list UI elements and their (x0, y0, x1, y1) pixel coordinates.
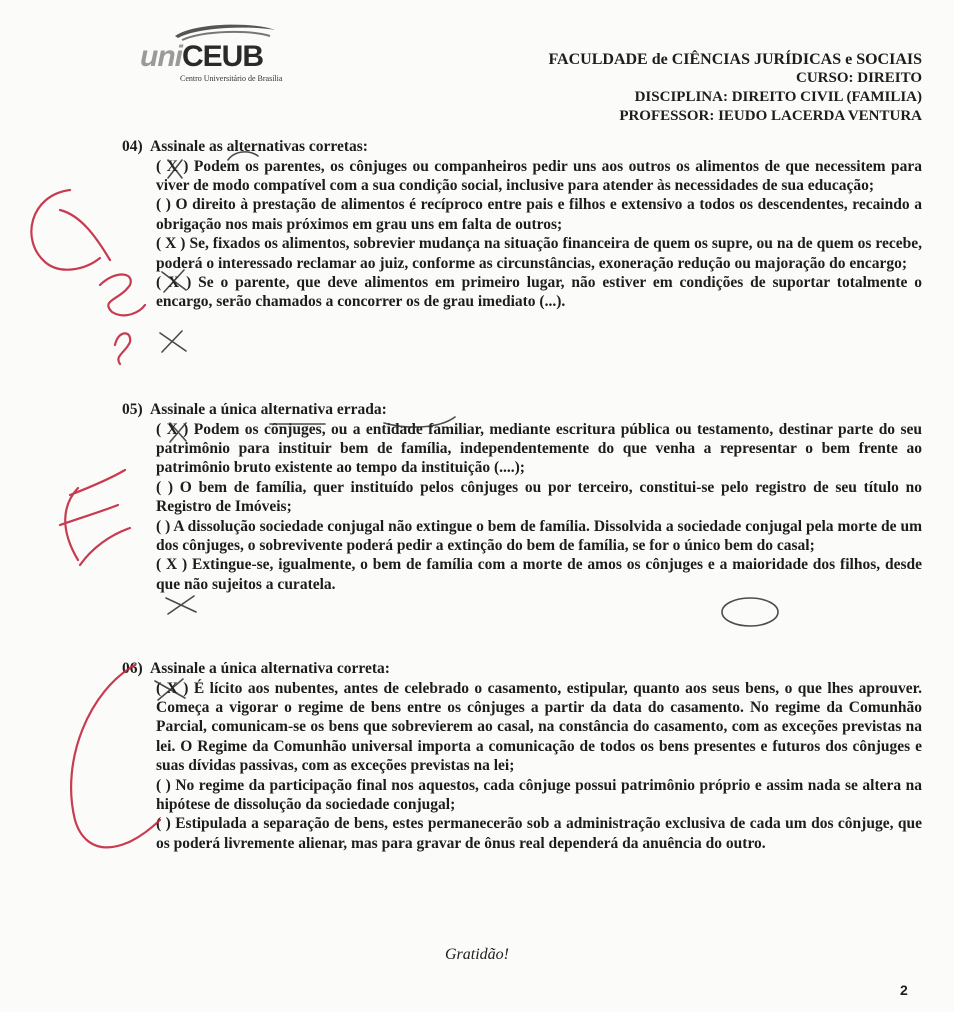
option-checkbox[interactable]: ( X ) (156, 679, 189, 697)
header-faculty: FACULDADE de CIÊNCIAS JURÍDICAS e SOCIAIS (548, 51, 922, 68)
option-checkbox[interactable]: ( ) (156, 776, 171, 794)
red-pen-letter-e-icon (70, 470, 125, 495)
question-number: 06) (122, 660, 143, 677)
red-pen-letter-e-icon (80, 528, 130, 565)
red-pen-letter-c-icon (60, 210, 110, 260)
option-checkbox[interactable]: ( X ) (156, 235, 186, 253)
header-discipline: DISCIPLINA: DIREITO CIVIL (FAMILIA) (634, 89, 922, 105)
option-text: O direito à prestação de alimentos é recíproco entre pais e filhos e extensivo a todos os descendentes, recaindo a obrigação nos mais próximos em grau uns em falta de outros; (156, 196, 922, 233)
question-number: 05) (122, 401, 143, 418)
red-pen-letter-e-icon (65, 488, 78, 560)
option-checkbox[interactable]: ( ) (156, 815, 171, 833)
red-pen-letter-e-icon (100, 274, 145, 315)
underline-mark-icon (228, 152, 258, 160)
option-checkbox[interactable]: ( ) (156, 196, 171, 214)
question-stem: Assinale a única alternativa correta: (150, 660, 390, 677)
header-course: CURSO: DIREITO (796, 70, 922, 86)
checkmark-x-icon (162, 270, 186, 292)
underline-mark-icon (384, 417, 455, 427)
option-text: Podem os cônjuges, ou a entidade familiar, mediante escritura pública ou testamento, destinar parte do seu patrimônio para instituir bem de família, independentemente do que venha a representar o bem frente ao patrimônio bruto existente ao tempo da instituição (....); (156, 420, 923, 477)
red-pen-letter-c-icon (71, 665, 160, 847)
option-text: No regime da participação final nos aquestos, cada cônjuge possui patrimônio próprio e assim nada se altera na hipótese de dissolução da sociedade conjugal; (156, 776, 922, 813)
logo-wordmark: uniCEUB (140, 40, 264, 73)
option-text: Estipulada a separação de bens, estes permanecerão sob a administração exclusiva de cada um dos cônjuge, que os poderá livremente alienar, mas para gravar de ônus real dependerá da anuência do outro. (156, 815, 923, 852)
checkmark-x-icon (170, 423, 186, 442)
option-text: Podem os parentes, os cônjuges ou companheiros pedir uns aos outros os alimentos de que necessitem para viver de modo compatível com a sua condição social, inclusive para atender às necessidades de sua educação; (156, 157, 923, 194)
header-professor: PROFESSOR: IEUDO LACERDA VENTURA (619, 108, 922, 124)
option-text: Extingue-se, igualmente, o bem de família com a morte de amos os cônjuges e a maioridade dos filhos, desde que não sujeitos a curatela. (156, 556, 922, 593)
red-pen-letter-e-icon (115, 333, 130, 364)
option-text: Se, fixados os alimentos, sobrevier mudança na situação financeira de quem os supre, ou na de quem os recebe, poderá o interessado reclamar ao juiz, conforme as circunstâncias, exoneração redução ou majoração do encargo; (156, 235, 923, 272)
checkmark-x-icon (166, 596, 196, 614)
option-checkbox[interactable]: ( X ) (156, 157, 189, 175)
option-checkbox[interactable]: ( ) (156, 478, 174, 496)
checkmark-x-icon (160, 331, 186, 352)
option-checkbox[interactable]: ( X ) (156, 273, 192, 291)
question-stem: Assinale as alternativas corretas: (150, 138, 368, 155)
question-stem: Assinale a única alternativa errada: (150, 401, 387, 418)
circle-mark-icon (722, 598, 778, 626)
option-checkbox[interactable]: ( X ) (156, 420, 189, 438)
checkmark-x-icon (168, 160, 182, 178)
option-checkbox[interactable]: ( ) (156, 517, 171, 535)
option-checkbox[interactable]: ( X ) (156, 556, 188, 574)
question-number: 04) (122, 138, 143, 155)
page-number: 2 (900, 982, 908, 998)
option-text: A dissolução sociedade conjugal não extingue o bem de família. Dissolvida a sociedade conjugal pela morte de um dos cônjuges, o sobrevivente poderá pedir a extinção do bem de família, se for o único bem do casal; (156, 517, 922, 554)
option-text: Se o parente, que deve alimentos em primeiro lugar, não estiver em condições de suportar totalmente o encargo, serão chamados a concorrer os de grau imediato (...). (156, 273, 922, 311)
option-text: O bem de família, quer instituído pelos cônjuges ou por terceiro, constitui-se pelo registro de seu título no Registro de Imóveis; (156, 478, 923, 516)
closing-text: Gratidão! (445, 946, 509, 963)
logo-subtitle: Centro Universitário de Brasília (180, 74, 283, 83)
checkmark-x-icon (155, 679, 185, 700)
option-text: É lícito aos nubentes, antes de celebrado o casamento, estipular, quanto aos seus bens, o que lhes aprouver. Começa a vigorar o regime de bens entre os cônjuges a partir da data do casamento. No regime da Comunhão Parcial, comunicam-se os bens que sobrevierem ao casal, na constância do casamento, com as exceções previstas na lei. O Regime da Comunhão universal importa a comunicação de todos os bens presentes e futuros dos cônjuges e suas dívidas passivas, com as exceções previstas na lei; (156, 679, 922, 775)
red-pen-letter-e-icon (60, 505, 118, 525)
